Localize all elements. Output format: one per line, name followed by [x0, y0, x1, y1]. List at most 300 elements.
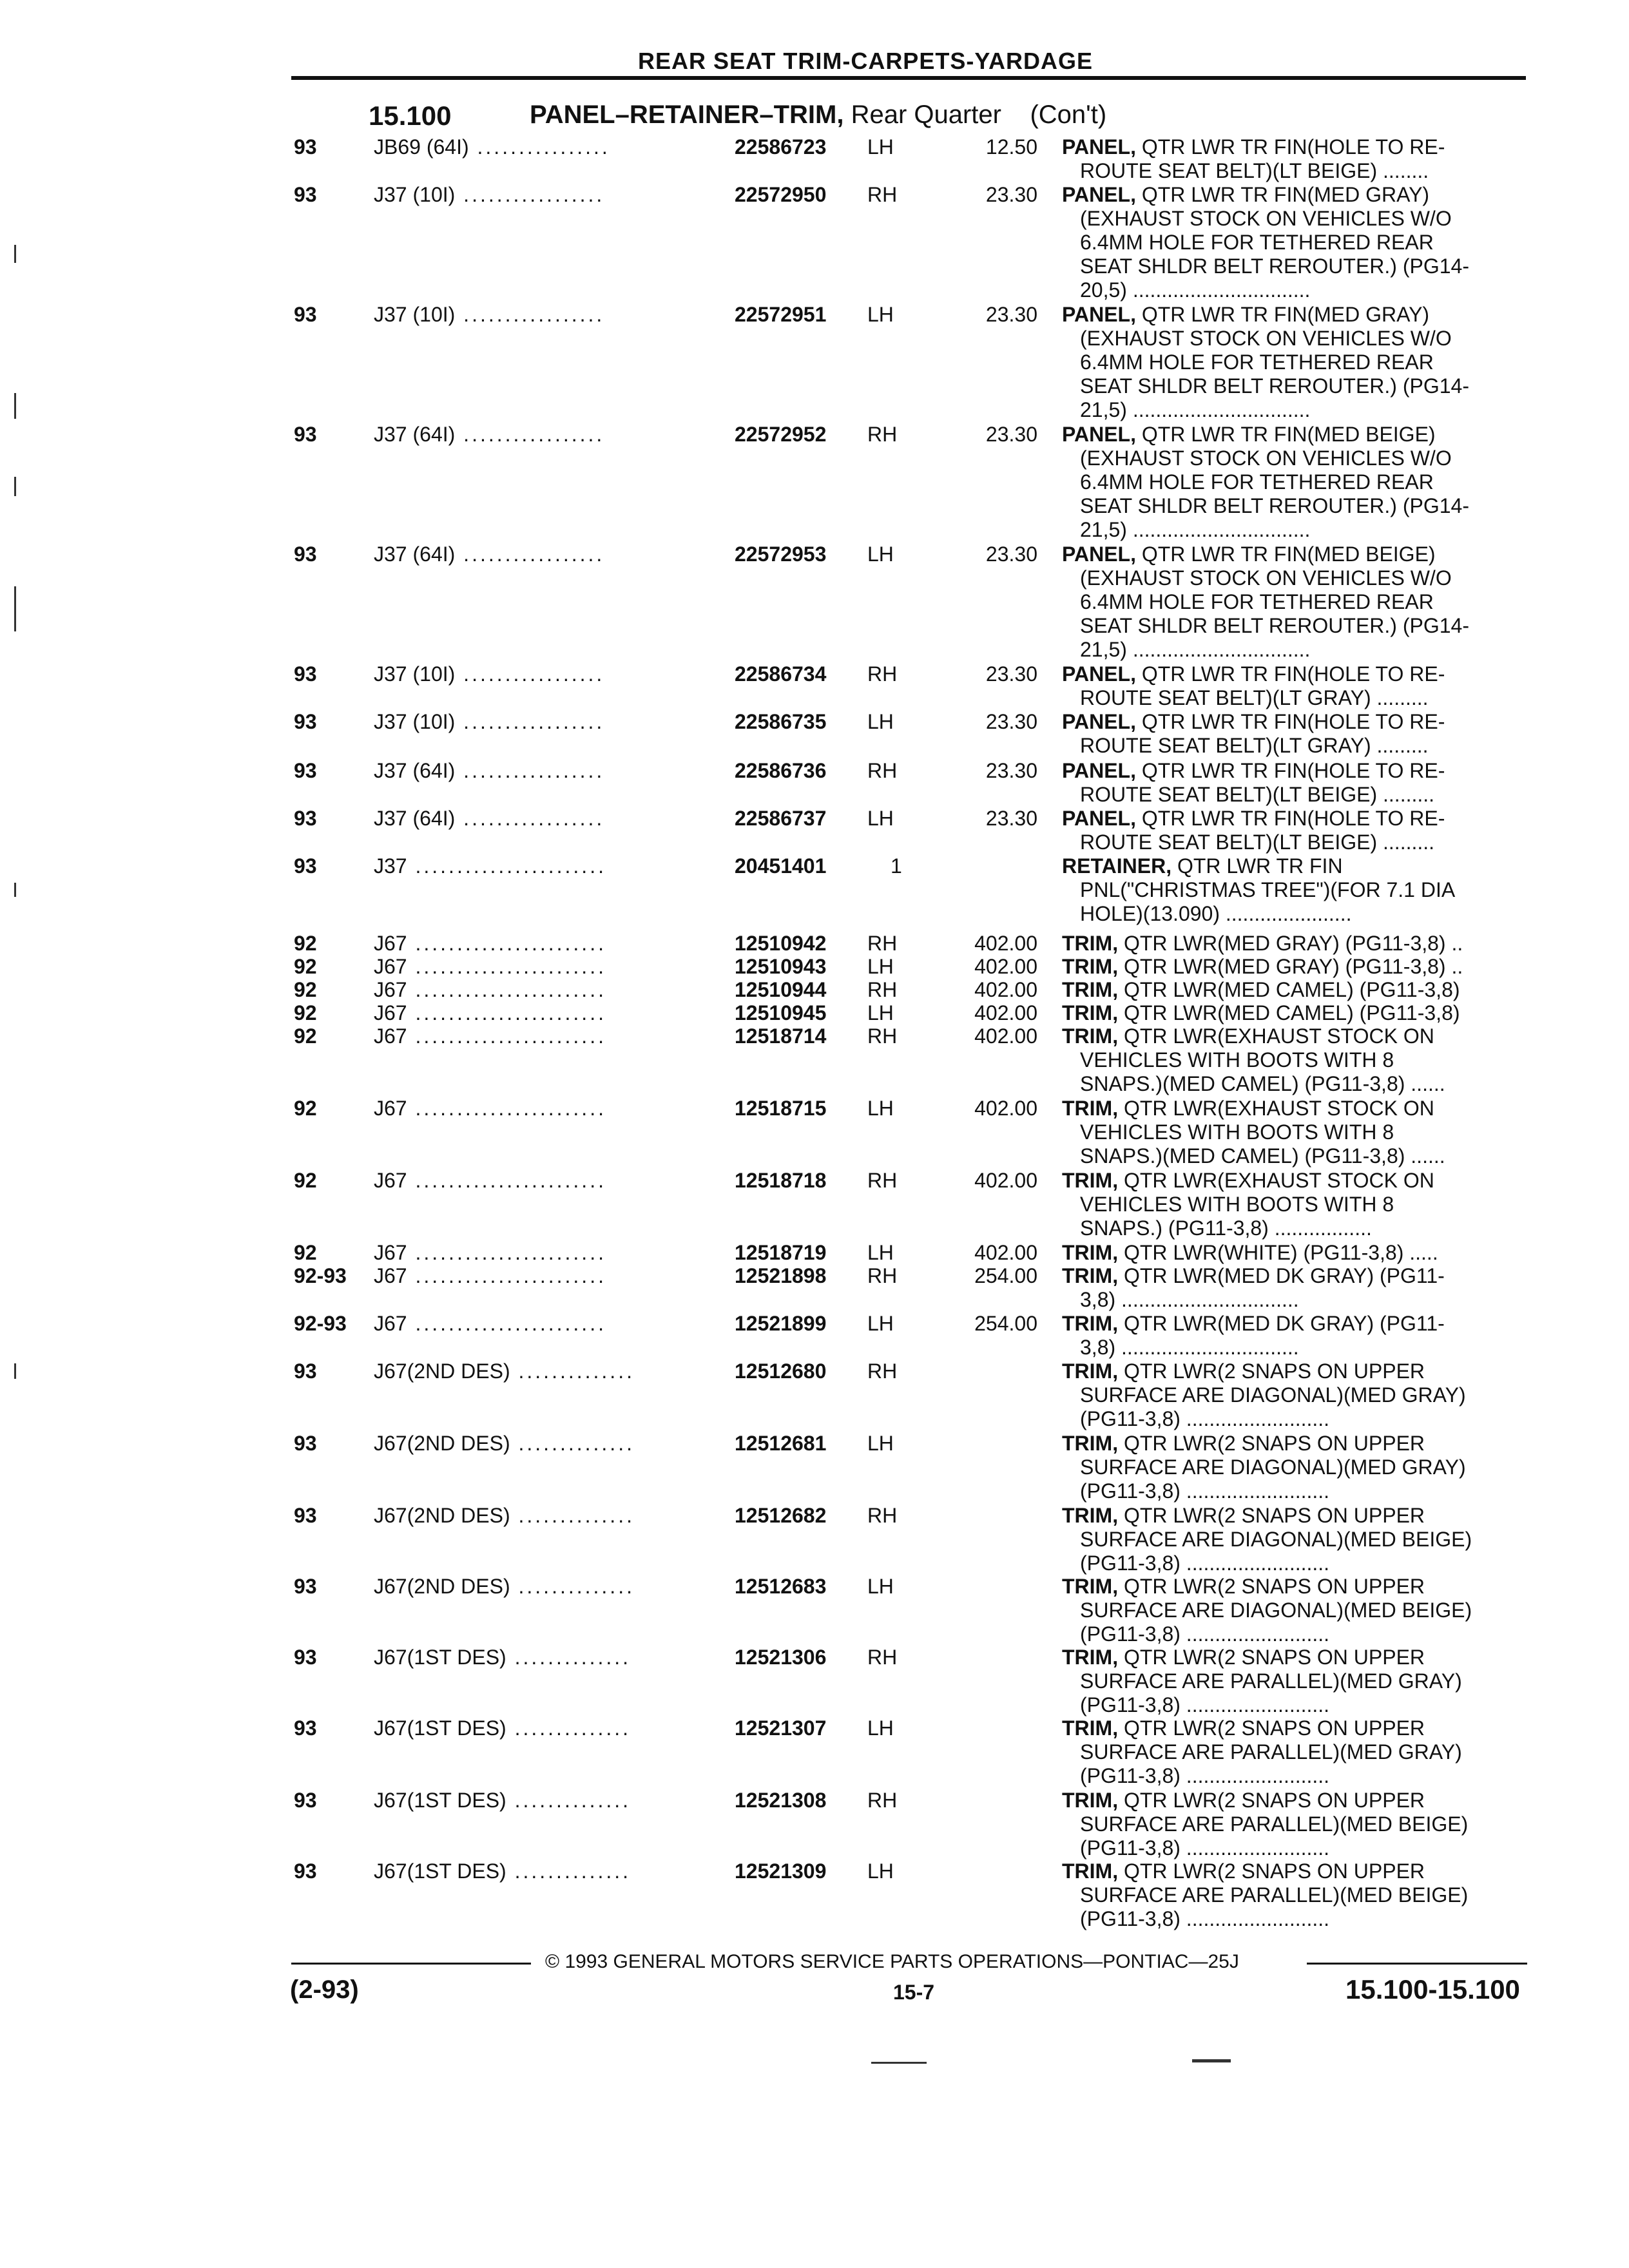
description-keyword: TRIM, [1062, 1504, 1119, 1527]
description-keyword: TRIM, [1062, 1575, 1119, 1598]
model-year: 92 [294, 1169, 317, 1192]
description-line: SURFACE ARE DIAGONAL)(MED BEIGE) [1080, 1599, 1472, 1622]
option-code-cell [374, 1264, 606, 1288]
model-year: 93 [294, 807, 317, 830]
description-line [1062, 710, 1445, 734]
price: 23.30 [985, 710, 1037, 733]
description-line [1062, 1169, 1434, 1193]
description-line [1062, 1716, 1462, 1740]
description [1062, 1097, 1445, 1168]
description-line [1062, 1575, 1472, 1599]
side-code: RH [867, 183, 898, 206]
option-code-cell [374, 1024, 606, 1048]
footer-rule-right [1307, 1963, 1527, 1965]
description [1062, 1312, 1445, 1360]
description [1062, 932, 1463, 956]
description-line [1062, 1312, 1445, 1336]
description-text: QTR LWR TR FIN(MED BEIGE) [1135, 543, 1436, 566]
description-line: 21,5) ............................... [1080, 638, 1311, 661]
description-line: VEHICLES WITH BOOTS WITH 8 [1080, 1120, 1394, 1144]
option-code: J67(2ND DES) [374, 1575, 510, 1598]
option-code: J67(2ND DES) [374, 1432, 510, 1455]
description-text: QTR LWR(2 SNAPS ON UPPER [1118, 1789, 1425, 1812]
side-code: LH [867, 1097, 894, 1120]
description-line: PNL("CHRISTMAS TREE")(FOR 7.1 DIA [1080, 878, 1456, 901]
description-text: QTR LWR(EXHAUST STOCK ON [1118, 1097, 1434, 1120]
option-code: J67 [374, 932, 407, 955]
leader-dots: ................. [455, 423, 605, 446]
part-number: 22586723 [735, 135, 827, 159]
description-text: QTR LWR(EXHAUST STOCK ON [1118, 1024, 1434, 1048]
description-line: 3,8) ............................... [1080, 1336, 1299, 1359]
description-line [1062, 955, 1463, 979]
option-code-cell [374, 1860, 631, 1883]
model-year: 93 [294, 1432, 317, 1455]
description-text: QTR LWR(2 SNAPS ON UPPER [1118, 1716, 1425, 1740]
option-code: J37 (64I) [374, 423, 456, 446]
price: 402.00 [974, 1097, 1037, 1120]
description-line: (PG11-3,8) ......................... [1080, 1552, 1330, 1575]
model-year: 93 [294, 1860, 317, 1883]
option-code: J67 [374, 1241, 407, 1264]
option-code: J67 [374, 1001, 407, 1024]
option-code-cell [374, 1360, 635, 1383]
section-title-rest: Rear Quarter (Con't) [843, 101, 1107, 129]
option-code-cell [374, 1432, 635, 1456]
description-line: SEAT SHLDR BELT REROUTER.) (PG14- [1080, 374, 1469, 398]
description-line: SURFACE ARE PARALLEL)(MED BEIGE) [1080, 1883, 1469, 1907]
description-line [1062, 1504, 1472, 1528]
side-code: LH [867, 1860, 894, 1883]
model-year: 93 [294, 135, 317, 159]
option-code: J67 [374, 1024, 407, 1048]
description [1062, 1860, 1468, 1931]
description-line [1062, 183, 1469, 207]
footer-date: (2-93) [290, 1975, 359, 2004]
description-line: 20,5) ............................... [1080, 278, 1311, 302]
side-code: RH [867, 1169, 898, 1192]
description [1062, 183, 1469, 302]
description [1062, 1789, 1468, 1860]
description-line [1062, 932, 1463, 956]
side-code: LH [867, 1312, 894, 1335]
description-text: QTR LWR TR FIN(MED BEIGE) [1135, 423, 1436, 446]
description-line: ROUTE SEAT BELT)(LT GRAY) ......... [1080, 686, 1429, 709]
leader-dots: .............. [506, 1789, 631, 1812]
leader-dots: ....................... [407, 854, 606, 878]
description-keyword: PANEL, [1062, 135, 1136, 159]
description [1062, 854, 1455, 926]
model-year: 93 [294, 423, 317, 446]
description-line: ROUTE SEAT BELT)(LT BEIGE) ......... [1080, 831, 1435, 854]
option-code: J67(1ST DES) [374, 1860, 506, 1883]
leader-dots: .............. [510, 1504, 635, 1527]
description-keyword: TRIM, [1062, 955, 1119, 978]
description-line: 6.4MM HOLE FOR TETHERED REAR [1080, 231, 1434, 254]
description [1062, 662, 1445, 710]
description-text: QTR LWR(2 SNAPS ON UPPER [1118, 1646, 1425, 1669]
part-number: 12521898 [735, 1264, 827, 1287]
model-year: 93 [294, 543, 317, 566]
part-number: 12521308 [735, 1789, 827, 1812]
description [1062, 1504, 1472, 1575]
description-line [1062, 1360, 1466, 1383]
description-text: QTR LWR(MED DK GRAY) (PG11- [1118, 1264, 1445, 1287]
description-keyword: PANEL, [1062, 710, 1136, 733]
description [1062, 807, 1445, 854]
part-number: 22586735 [735, 710, 827, 733]
model-year: 93 [294, 662, 317, 686]
option-code: JB69 (64I) [374, 135, 469, 159]
scan-mark [14, 586, 16, 631]
description-line: (EXHAUST STOCK ON VEHICLES W/O [1080, 566, 1452, 590]
description-line: SURFACE ARE DIAGONAL)(MED GRAY) [1080, 1456, 1466, 1479]
leader-dots: ....................... [407, 1312, 606, 1335]
description-line: (PG11-3,8) ......................... [1080, 1836, 1330, 1860]
leader-dots: ................. [455, 543, 605, 566]
side-code: RH [867, 1504, 898, 1527]
model-year: 92 [294, 955, 317, 978]
side-code: LH [867, 1241, 894, 1264]
description-line: 6.4MM HOLE FOR TETHERED REAR [1080, 351, 1434, 374]
part-number: 12510944 [735, 978, 827, 1001]
model-year: 92 [294, 978, 317, 1001]
description-line: 21,5) ............................... [1080, 398, 1311, 421]
description [1062, 978, 1460, 1002]
description [1062, 759, 1445, 807]
description-line [1062, 759, 1445, 783]
description-line: ROUTE SEAT BELT)(LT GRAY) ......... [1080, 734, 1429, 757]
option-code-cell [374, 854, 606, 878]
leader-dots: ....................... [407, 1169, 606, 1192]
option-code: J67 [374, 1264, 407, 1287]
description-line: (PG11-3,8) ......................... [1080, 1622, 1330, 1646]
option-code-cell [374, 932, 606, 956]
description [1062, 1432, 1466, 1503]
part-number: 12521307 [735, 1716, 827, 1740]
part-number: 12512680 [735, 1360, 827, 1383]
description-line: SEAT SHLDR BELT REROUTER.) (PG14- [1080, 255, 1469, 278]
description-line: SNAPS.)(MED CAMEL) (PG11-3,8) ...... [1080, 1144, 1445, 1168]
description-line [1062, 543, 1469, 566]
description-keyword: TRIM, [1062, 1312, 1119, 1335]
side-code: LH [867, 1432, 894, 1455]
description-line [1062, 854, 1455, 878]
leader-dots: .............. [506, 1716, 631, 1740]
option-code: J67 [374, 1312, 407, 1335]
description-text: QTR LWR(MED CAMEL) (PG11-3,8) [1118, 1001, 1460, 1024]
section-number: 15.100 [369, 101, 452, 131]
model-year: 92 [294, 1001, 317, 1024]
description-keyword: PANEL, [1062, 807, 1136, 830]
description [1062, 710, 1445, 758]
description-text: QTR LWR(MED CAMEL) (PG11-3,8) [1118, 978, 1460, 1001]
price: 254.00 [974, 1264, 1037, 1287]
description-line: SEAT SHLDR BELT REROUTER.) (PG14- [1080, 614, 1469, 637]
option-code: J67 [374, 1169, 407, 1192]
part-number: 12510943 [735, 955, 827, 978]
description-text: QTR LWR TR FIN(MED GRAY) [1135, 183, 1430, 206]
description-line [1062, 1241, 1438, 1265]
part-number: 22586736 [735, 759, 827, 782]
description [1062, 543, 1469, 662]
side-code: RH [867, 423, 898, 446]
description-keyword: TRIM, [1062, 1716, 1119, 1740]
leader-dots: ....................... [407, 1097, 606, 1120]
description-line: SURFACE ARE DIAGONAL)(MED GRAY) [1080, 1383, 1466, 1407]
description-keyword: TRIM, [1062, 1789, 1119, 1812]
model-year: 93 [294, 1716, 317, 1740]
option-code: J37 (64I) [374, 759, 456, 782]
option-code: J37 (10I) [374, 710, 456, 733]
part-number: 12512681 [735, 1432, 827, 1455]
option-code: J37 (10I) [374, 662, 456, 686]
option-code-cell [374, 1001, 606, 1025]
option-code-cell [374, 1241, 606, 1265]
description-keyword: TRIM, [1062, 1097, 1119, 1120]
leader-dots: .............. [510, 1360, 635, 1383]
description-text: QTR LWR TR FIN [1171, 854, 1343, 878]
description-text: QTR LWR(2 SNAPS ON UPPER [1118, 1432, 1425, 1455]
option-code-cell [374, 1716, 631, 1740]
leader-dots: .............. [510, 1575, 635, 1598]
description-text: QTR LWR(2 SNAPS ON UPPER [1118, 1360, 1425, 1383]
option-code: J67 [374, 955, 407, 978]
description [1062, 1169, 1434, 1240]
description-line [1062, 1264, 1445, 1288]
side-code: RH [867, 759, 898, 782]
section-title [530, 101, 1106, 130]
description [1062, 1646, 1462, 1717]
price: 23.30 [985, 807, 1037, 830]
model-year: 93 [294, 1789, 317, 1812]
description-line [1062, 423, 1469, 447]
model-year: 93 [294, 183, 317, 206]
description-text: QTR LWR TR FIN(HOLE TO RE- [1135, 135, 1445, 159]
scan-mark [14, 477, 16, 496]
description-line: SURFACE ARE PARALLEL)(MED BEIGE) [1080, 1812, 1469, 1836]
side-code: LH [867, 303, 894, 326]
description-keyword: TRIM, [1062, 1360, 1119, 1383]
description-line [1062, 978, 1460, 1002]
option-code-cell [374, 1789, 631, 1812]
description-line [1062, 1024, 1445, 1048]
page-header-title: REAR SEAT TRIM-CARPETS-YARDAGE [638, 48, 1094, 74]
side-code: RH [867, 978, 898, 1001]
description-line: (PG11-3,8) ......................... [1080, 1407, 1330, 1430]
part-number: 12521899 [735, 1312, 827, 1335]
scan-mark [14, 883, 16, 897]
leader-dots: .............. [510, 1432, 635, 1455]
option-code-cell [374, 135, 610, 159]
description-line: SEAT SHLDR BELT REROUTER.) (PG14- [1080, 494, 1469, 517]
option-code-cell [374, 1575, 635, 1599]
description-line: ROUTE SEAT BELT)(LT BEIGE) ........ [1080, 159, 1429, 182]
description-line: HOLE)(13.090) ...................... [1080, 902, 1352, 925]
option-code: J37 (64I) [374, 807, 456, 830]
description-keyword: PANEL, [1062, 543, 1136, 566]
description-line: SNAPS.) (PG11-3,8) ................. [1080, 1216, 1372, 1240]
description-text: QTR LWR TR FIN(HOLE TO RE- [1135, 662, 1445, 686]
leader-dots: ................ [468, 135, 610, 159]
description-text: QTR LWR(MED GRAY) (PG11-3,8) .. [1118, 932, 1463, 955]
option-code-cell [374, 1504, 635, 1528]
footer-page-number: 15-7 [893, 1981, 935, 2004]
description [1062, 1360, 1466, 1431]
part-number: 12518715 [735, 1097, 827, 1120]
description-text: QTR LWR(2 SNAPS ON UPPER [1118, 1504, 1425, 1527]
description-line [1062, 1646, 1462, 1669]
option-code-cell [374, 1097, 606, 1120]
description-line: (EXHAUST STOCK ON VEHICLES W/O [1080, 327, 1452, 350]
model-year: 92-93 [294, 1312, 347, 1335]
price: 402.00 [974, 1241, 1037, 1264]
part-number: 20451401 [735, 854, 827, 878]
description-line [1062, 1432, 1466, 1456]
description-keyword: TRIM, [1062, 1241, 1119, 1264]
description-line: 6.4MM HOLE FOR TETHERED REAR [1080, 470, 1434, 494]
description [1062, 1001, 1460, 1025]
option-code: J37 (10I) [374, 183, 456, 206]
leader-dots: ................. [455, 759, 605, 782]
option-code-cell [374, 807, 604, 831]
option-code-cell [374, 1646, 631, 1669]
part-number: 12512683 [735, 1575, 827, 1598]
part-number: 12518719 [735, 1241, 827, 1264]
leader-dots: ................. [455, 303, 605, 326]
side-code: LH [867, 807, 894, 830]
description [1062, 423, 1469, 542]
part-number: 22572953 [735, 543, 827, 566]
description-keyword: TRIM, [1062, 1169, 1119, 1192]
description-line: SURFACE ARE DIAGONAL)(MED BEIGE) [1080, 1528, 1472, 1551]
description-text: QTR LWR(2 SNAPS ON UPPER [1118, 1860, 1425, 1883]
description-text: QTR LWR TR FIN(HOLE TO RE- [1135, 807, 1445, 830]
description [1062, 955, 1463, 979]
price: 254.00 [974, 1312, 1037, 1335]
option-code-cell [374, 759, 604, 783]
scan-mark [14, 1363, 16, 1379]
part-number: 12521306 [735, 1646, 827, 1669]
side-code: LH [867, 955, 894, 978]
description-keyword: TRIM, [1062, 1001, 1119, 1024]
leader-dots: ................. [455, 662, 605, 686]
option-code-cell [374, 303, 604, 327]
scan-mark [14, 245, 16, 263]
description-text: QTR LWR TR FIN(HOLE TO RE- [1135, 710, 1445, 733]
part-number: 22572952 [735, 423, 827, 446]
description-line: 21,5) ............................... [1080, 518, 1311, 541]
description-keyword: TRIM, [1062, 1646, 1119, 1669]
side-code: LH [867, 135, 894, 159]
description-keyword: PANEL, [1062, 662, 1136, 686]
description-keyword: TRIM, [1062, 978, 1119, 1001]
leader-dots: ................. [455, 710, 605, 733]
option-code: J67 [374, 978, 407, 1001]
model-year: 93 [294, 1646, 317, 1669]
description-keyword: PANEL, [1062, 759, 1136, 782]
model-year: 93 [294, 710, 317, 733]
description-keyword: PANEL, [1062, 423, 1136, 446]
section-title-bold: PANEL–RETAINER–TRIM, [530, 101, 844, 129]
description [1062, 1024, 1445, 1096]
option-code: J37 (10I) [374, 303, 456, 326]
model-year: 93 [294, 303, 317, 326]
side-code: LH [867, 543, 894, 566]
model-year: 93 [294, 1504, 317, 1527]
scan-mark [14, 393, 16, 419]
part-number: 12512682 [735, 1504, 827, 1527]
description-line: (PG11-3,8) ......................... [1080, 1479, 1330, 1503]
leader-dots: ....................... [407, 932, 606, 955]
description-text: QTR LWR(MED DK GRAY) (PG11- [1118, 1312, 1445, 1335]
price: 402.00 [974, 978, 1037, 1001]
option-code-cell [374, 662, 604, 686]
leader-dots: ....................... [407, 955, 606, 978]
price: 402.00 [974, 1001, 1037, 1024]
description-text: QTR LWR(2 SNAPS ON UPPER [1118, 1575, 1425, 1598]
description-keyword: TRIM, [1062, 1432, 1119, 1455]
option-code-cell [374, 1312, 606, 1336]
description-line: VEHICLES WITH BOOTS WITH 8 [1080, 1048, 1394, 1072]
side-code: RH [867, 1024, 898, 1048]
option-code: J67(1ST DES) [374, 1646, 506, 1669]
option-code-cell [374, 543, 604, 566]
price: 23.30 [985, 183, 1037, 206]
model-year: 92-93 [294, 1264, 347, 1287]
description-keyword: TRIM, [1062, 1264, 1119, 1287]
part-number: 22586734 [735, 662, 827, 686]
option-code-cell [374, 1169, 606, 1193]
option-code-cell [374, 423, 604, 447]
leader-dots: ....................... [407, 1024, 606, 1048]
part-number: 12518718 [735, 1169, 827, 1192]
side-code: RH [867, 662, 898, 686]
option-code: J37 (64I) [374, 543, 456, 566]
leader-dots: ................. [455, 807, 605, 830]
description-line: ROUTE SEAT BELT)(LT BEIGE) ......... [1080, 783, 1435, 806]
model-year: 93 [294, 854, 317, 878]
price: 402.00 [974, 955, 1037, 978]
part-number: 22572951 [735, 303, 827, 326]
leader-dots: ....................... [407, 1264, 606, 1287]
side-code: RH [867, 1264, 898, 1287]
model-year: 92 [294, 1241, 317, 1264]
description-line [1062, 303, 1469, 327]
side-code: RH [867, 1360, 898, 1383]
quantity: 1 [891, 854, 902, 878]
leader-dots: .............. [506, 1860, 631, 1883]
option-code-cell [374, 978, 606, 1002]
footer-rule-left [291, 1963, 531, 1965]
price: 23.30 [985, 423, 1037, 446]
side-code: LH [867, 710, 894, 733]
side-code: RH [867, 1789, 898, 1812]
model-year: 92 [294, 1097, 317, 1120]
scan-mark [871, 2062, 927, 2064]
model-year: 92 [294, 1024, 317, 1048]
description-text: QTR LWR TR FIN(HOLE TO RE- [1135, 759, 1445, 782]
description-line: (PG11-3,8) ......................... [1080, 1764, 1330, 1787]
description-line: SNAPS.)(MED CAMEL) (PG11-3,8) ...... [1080, 1072, 1445, 1095]
part-number: 12521309 [735, 1860, 827, 1883]
option-code: J37 [374, 854, 407, 878]
description-line: 3,8) ............................... [1080, 1288, 1299, 1311]
description [1062, 1264, 1445, 1312]
description [1062, 303, 1469, 422]
part-number: 12518714 [735, 1024, 827, 1048]
part-number: 22572950 [735, 183, 827, 206]
